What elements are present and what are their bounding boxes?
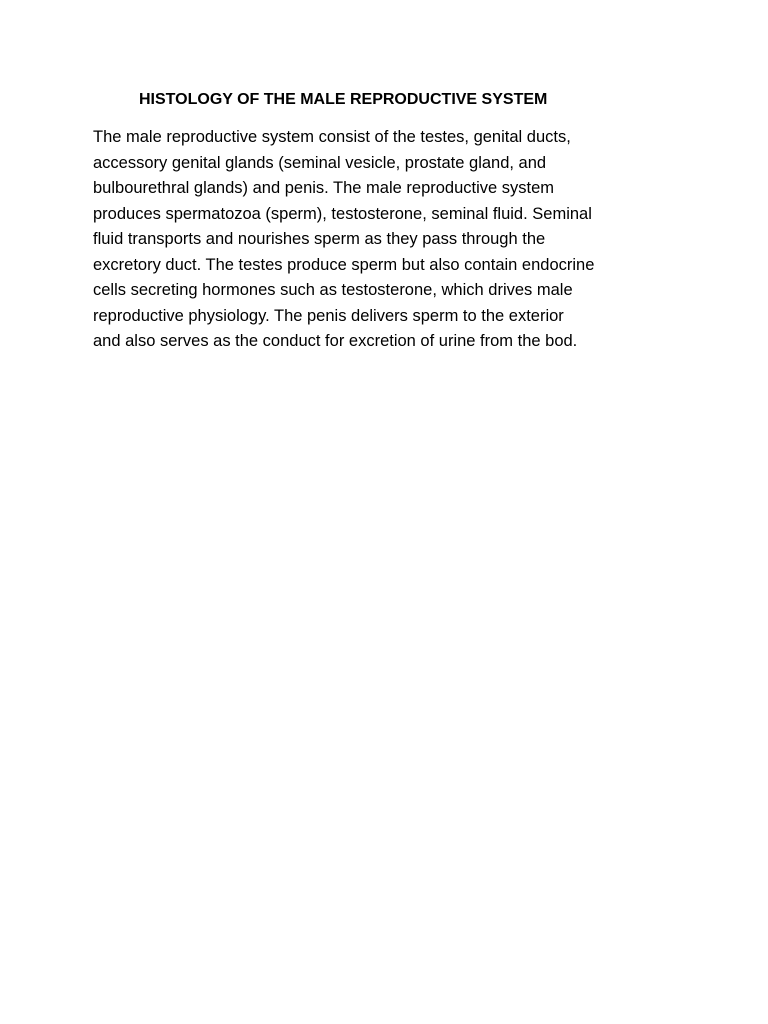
paragraph-line: excretory duct. The testes produce sperm but also contain endocrine bbox=[93, 255, 595, 274]
paragraph-line: reproductive physiology. The penis delivers sperm to the exterior bbox=[93, 306, 564, 325]
paragraph-line: and also serves as the conduct for excretion of urine from the bod. bbox=[93, 332, 578, 350]
document-title: HISTOLOGY OF THE MALE REPRODUCTIVE SYSTEM bbox=[139, 91, 548, 108]
document-paragraph bbox=[93, 125, 693, 355]
paragraph-line: accessory genital glands (seminal vesicle, prostate gland, and bbox=[93, 153, 547, 172]
paragraph-line: cells secreting hormones such as testosterone, which drives male bbox=[93, 281, 573, 299]
paragraph-line: produces spermatozoa (sperm), testosterone, seminal fluid. Seminal bbox=[93, 204, 592, 223]
paragraph-line: fluid transports and nourishes sperm as they pass through the bbox=[93, 230, 546, 248]
paragraph-line: The male reproductive system consist of the testes, genital ducts, bbox=[93, 128, 571, 146]
paragraph-line: bulbourethral glands) and penis. The male reproductive system bbox=[93, 179, 555, 197]
